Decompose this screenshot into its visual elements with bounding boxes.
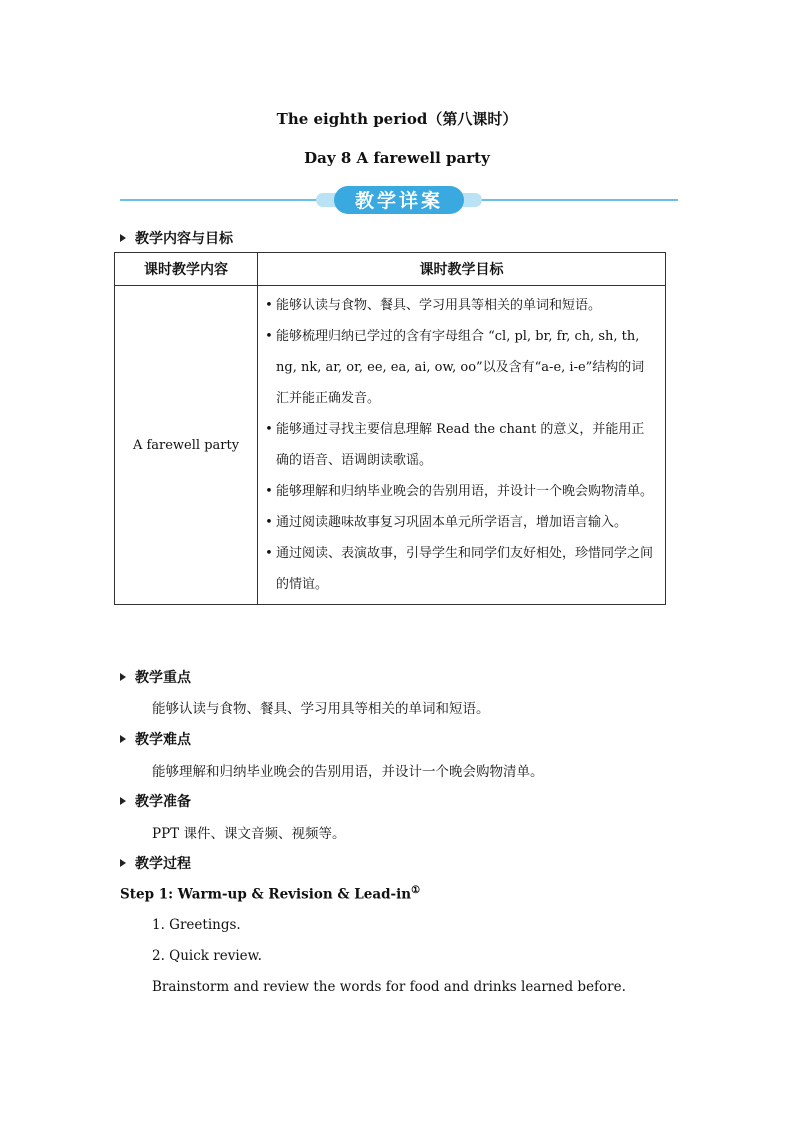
banner-label: 教学详案: [354, 190, 444, 212]
goals-table: [114, 252, 666, 605]
triangle-bullet-icon: [120, 234, 126, 242]
goal-item: • 通过阅读趣味故事复习巩固本单元所学语言，增加语言输入。: [265, 515, 628, 530]
triangle-bullet-icon: [120, 859, 126, 867]
difficulties-text: 能够理解和归纳毕业晚会的告别用语，并设计一个晚会购物清单。: [152, 764, 544, 780]
section-key-points: 教学重点: [120, 667, 191, 687]
table-cell-goals: [258, 286, 666, 605]
triangle-bullet-icon: [120, 735, 126, 743]
goal-item: • 能够通过寻找主要信息理解 Read the chant 的意义，并能用正确的语音、语调朗读歌谣。: [265, 422, 645, 468]
triangle-bullet-icon: [120, 673, 126, 681]
triangle-bullet-icon: [120, 797, 126, 805]
table-header-goals: 课时教学目标: [258, 253, 666, 286]
table-cell-content: A farewell party: [115, 286, 258, 605]
lesson-subtitle: Day 8 A farewell party: [304, 149, 490, 167]
section-difficulties: 教学难点: [120, 729, 191, 749]
section-preparation: 教学准备: [120, 791, 191, 811]
goal-item: • 通过阅读、表演故事，引导学生和同学们友好相处，珍惜同学之间的情谊。: [265, 546, 654, 592]
goal-item: • 能够梳理归纳已学过的含有字母组合 “cl, pl, br, fr, ch, sh, th, ng, nk, ar, or, ee, ea, ai, ow, oo”以及含有“a-e, i-e”结构的词汇并能正确发音。: [265, 329, 645, 406]
step1-item-greetings: 1. Greetings.: [152, 917, 241, 933]
step1-text: Brainstorm and review the words for food and drinks learned before.: [152, 979, 626, 995]
section-content-goals: 教学内容与目标: [120, 228, 233, 248]
section-process: 教学过程: [120, 853, 191, 873]
table-header-content: 课时教学内容: [115, 253, 258, 286]
goal-item: • 能够认读与食物、餐具、学习用具等相关的单词和短语。: [265, 298, 602, 313]
key-points-text: 能够认读与食物、餐具、学习用具等相关的单词和短语。: [152, 701, 490, 717]
footnote-marker: ①: [411, 885, 421, 896]
goal-item: • 能够理解和归纳毕业晚会的告别用语，并设计一个晚会购物清单。: [265, 484, 654, 499]
preparation-text: PPT 课件、课文音频、视频等。: [152, 826, 346, 842]
step1-item-review: 2. Quick review.: [152, 948, 262, 964]
page-title: The eighth period（第八课时）: [276, 110, 518, 128]
section-banner: [120, 183, 678, 217]
step1-title: Step 1: Warm-up & Revision & Lead-in①: [120, 885, 421, 903]
